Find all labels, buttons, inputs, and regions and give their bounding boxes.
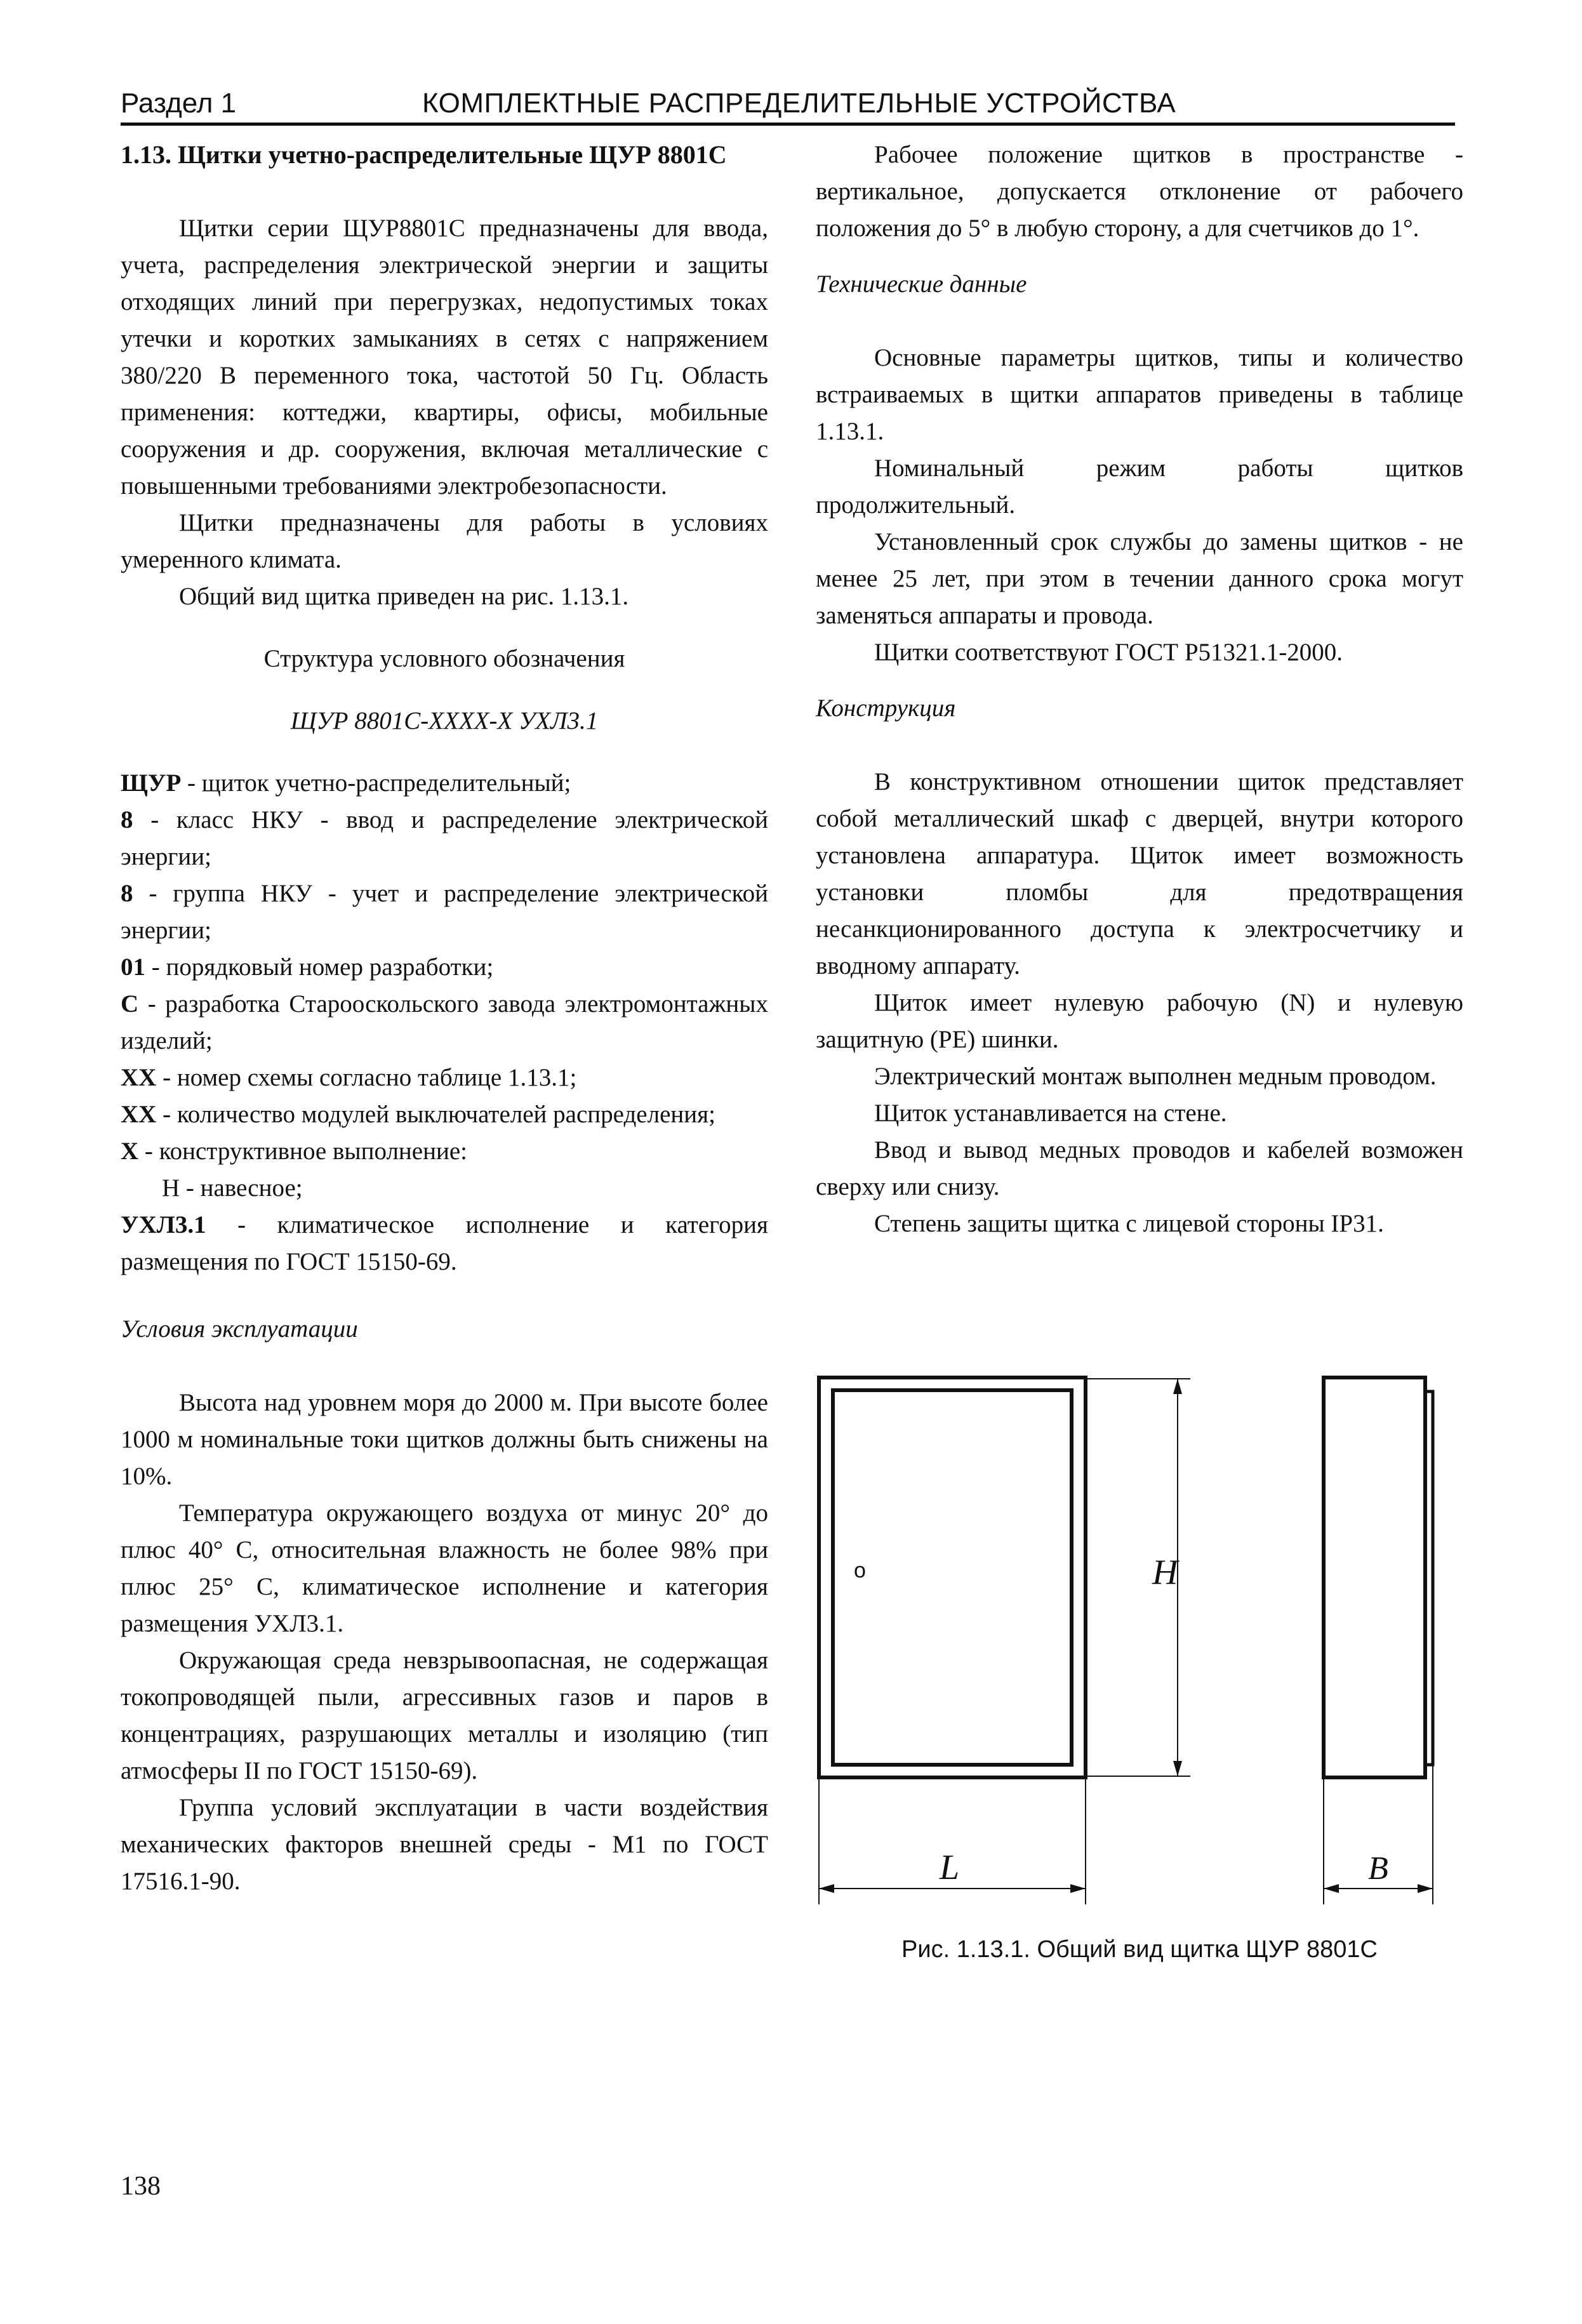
code-text: - щиток учетно-распределительный; [181, 769, 571, 797]
code-item [121, 802, 768, 875]
paragraph-altitude: Высота над уровнем моря до 2000 м. При высоте более 1000 м номинальные токи щитков должны быть снижены на 10%. [121, 1389, 768, 1490]
code-item [121, 986, 768, 1059]
code-key: 01 [121, 953, 145, 981]
mount-type: Н - навесное; [162, 1174, 303, 1202]
paragraph-standard: Щитки соответствуют ГОСТ Р51321.1-2000. [874, 639, 1343, 666]
code-item [121, 1133, 768, 1170]
height-label: H [1152, 1553, 1178, 1592]
header-rule [121, 123, 1455, 126]
tech-data-title: Технические данные [816, 270, 1027, 298]
page-number: 138 [121, 2172, 161, 2201]
paragraph-climate: Щитки предназначены для работы в условиях умеренного климата. [121, 509, 768, 573]
right-column [816, 136, 1463, 1242]
code-key: ЩУР [121, 769, 182, 797]
code-item [121, 765, 768, 802]
code-key: С [121, 990, 139, 1018]
section-heading: 1.13. Щитки учетно-распределительные ЩУР 8801С [121, 140, 727, 169]
paragraph-parameters: Основные параметры щитков, типы и количество встраиваемых в щитки аппаратов приведены в таблице 1.13.1. [816, 344, 1463, 445]
paragraph-cable-entry: Ввод и вывод медных проводов и кабелей возможен сверху или снизу. [816, 1136, 1463, 1200]
paragraph-purpose: Щитки серии ЩУР8801С предназначены для ввода, учета, распределения электрической энергии и защиты отходящих линий при перегрузках, недопустимых токах утечки и коротких замыканиях в сетях с напряжением 380/220 В переменного тока, частотой 50 Гц. Область применения: коттеджи, квартиры, офисы, мобильные сооружения и др. сооружения, включая металлические с повышенными требованиями электробезопасности. [121, 215, 768, 500]
paragraph-protection: Степень защиты щитка с лицевой стороны IP31. [874, 1210, 1384, 1237]
depth-label: B [1368, 1850, 1388, 1887]
code-key: ХХ [121, 1064, 157, 1091]
paragraph-temperature: Температура окружающего воздуха от минус 20° до плюс 40° С, относительная влажность не более 98% при плюс 25° С, климатическое исполнение и категория размещения УХЛ3.1. [121, 1499, 768, 1637]
code-text: - количество модулей выключателей распределения; [156, 1101, 715, 1128]
door-handle: o [854, 1558, 866, 1583]
code-item [121, 1207, 768, 1280]
paragraph-construction: В конструктивном отношении щиток представляет собой металлический шкаф с дверцей, внутри которого установлена аппаратура. Щиток имеет возможность установки пломбы для предотвращения несанкционированного доступа к электросчетчику и вводному аппарату. [816, 768, 1463, 979]
structure-title: Структура условного обозначения [263, 645, 625, 672]
code-text: - класс НКУ - ввод и распределение электрической энергии; [121, 806, 768, 870]
conditions-title: Условия эксплуатации [121, 1315, 358, 1343]
code-item [121, 1096, 768, 1133]
figure-caption: Рис. 1.13.1. Общий вид щитка ЩУР 8801С [901, 1936, 1378, 1963]
designation-code: ЩУР 8801С-ХХХХ-Х УХЛ3.1 [290, 707, 599, 734]
code-text: - порядковый номер разработки; [145, 953, 494, 981]
side-view-door [1425, 1391, 1433, 1765]
left-column [121, 136, 768, 1900]
cabinet-drawing [806, 1358, 1473, 1930]
code-item [121, 875, 768, 949]
code-key: ХХ [121, 1101, 157, 1128]
paragraph-position: Рабочее положение щитков в пространстве - вертикальное, допускается отклонение от рабочего положения до 5° в любую сторону, а для счетчиков до 1°. [816, 141, 1463, 242]
code-text: - климатическое исполнение и категория размещения по ГОСТ 15150-69. [121, 1211, 768, 1275]
side-view-body [1324, 1378, 1425, 1777]
code-key: УХЛ3.1 [121, 1211, 206, 1238]
front-view-door [833, 1390, 1072, 1765]
code-text: - конструктивное выполнение: [138, 1138, 467, 1165]
paragraph-busbars: Щиток имеет нулевую рабочую (N) и нулевую защитную (РЕ) шинки. [816, 989, 1463, 1053]
code-key: 8 [121, 806, 133, 833]
code-key: Х [121, 1138, 139, 1165]
code-item [121, 949, 768, 986]
paragraph-figure-ref: Общий вид щитка приведен на рис. 1.13.1. [179, 583, 629, 610]
code-text: - разработка Старооскольского завода электромонтажных изделий; [121, 990, 768, 1054]
code-text: - номер схемы согласно таблице 1.13.1; [156, 1064, 577, 1091]
paragraph-mechanical: Группа условий эксплуатации в части воздействия механических факторов внешней среды - М1 по ГОСТ 17516.1-90. [121, 1794, 768, 1895]
paragraph-lifetime: Установленный срок службы до замены щитков - не менее 25 лет, при этом в течении данного срока могут заменяться аппараты и провода. [816, 528, 1463, 629]
paragraph-mode: Номинальный режим работы щитков продолжительный. [816, 455, 1463, 519]
section-label: Раздел 1 [121, 88, 237, 119]
length-label: L [940, 1848, 960, 1887]
paragraph-mounting: Щиток устанавливается на стене. [874, 1099, 1227, 1127]
paragraph-wiring: Электрический монтаж выполнен медным проводом. [874, 1063, 1437, 1090]
running-title: КОМПЛЕКТНЫЕ РАСПРЕДЕЛИТЕЛЬНЫЕ УСТРОЙСТВА [422, 88, 1176, 119]
code-item [121, 1059, 768, 1096]
paragraph-environment: Окружающая среда невзрывоопасная, не содержащая токопроводящей пыли, агрессивных газов и паров в концентрациях, разрушающих металлы и изоляцию (тип атмосферы II по ГОСТ 15150-69). [121, 1647, 768, 1784]
construction-title: Конструкция [816, 694, 956, 722]
code-key: 8 [121, 880, 133, 907]
code-text: - группа НКУ - учет и распределение электрической энергии; [121, 880, 768, 944]
